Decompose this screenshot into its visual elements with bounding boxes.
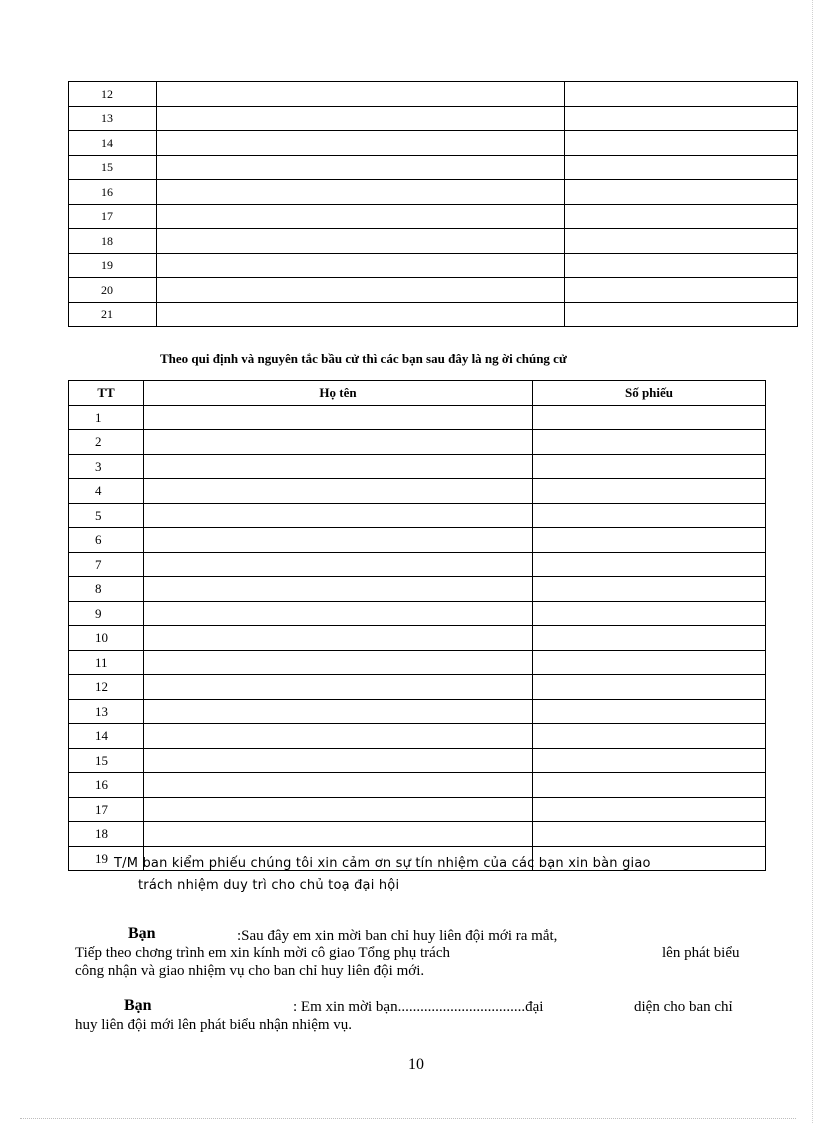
votes-cell — [565, 180, 798, 205]
row-number: 21 — [69, 302, 157, 327]
row-number: 5 — [69, 503, 144, 528]
row-number: 13 — [69, 106, 157, 131]
table-row — [69, 479, 766, 504]
table-row — [69, 699, 766, 724]
table-row — [69, 503, 766, 528]
table-row — [69, 675, 766, 700]
votes-cell — [565, 131, 798, 156]
name-cell — [157, 131, 565, 156]
row-number: 12 — [69, 675, 144, 700]
para1-line1: :Sau đây em xin mời ban chỉ huy liên đội mới ra mắt, — [237, 928, 558, 944]
name-cell — [157, 180, 565, 205]
row-number: 18 — [69, 822, 144, 847]
note-line-1: T/M ban kiểm phiếu chúng tôi xin cảm ơn sự tín nhiệm của các bạn xin bàn giao — [114, 856, 651, 871]
row-number: 12 — [69, 82, 157, 107]
votes-cell — [533, 552, 766, 577]
row-number: 3 — [69, 454, 144, 479]
table-row — [69, 131, 798, 156]
row-number: 16 — [69, 773, 144, 798]
row-number: 15 — [69, 748, 144, 773]
table-caption: Theo qui định và nguyên tắc bầu cử thì các bạn sau đây là ng ời chúng cử — [160, 351, 567, 366]
name-cell — [144, 405, 533, 430]
continued-table — [68, 81, 798, 327]
name-cell — [157, 302, 565, 327]
row-number: 17 — [69, 797, 144, 822]
elected-table — [68, 380, 766, 871]
votes-cell — [565, 253, 798, 278]
page-number: 10 — [408, 1056, 424, 1073]
name-cell — [157, 155, 565, 180]
name-cell — [144, 675, 533, 700]
row-number: 20 — [69, 278, 157, 303]
votes-cell — [533, 479, 766, 504]
para2-line2: huy liên đội mới lên phát biểu nhận nhiệm vụ. — [75, 1017, 353, 1033]
table-row — [69, 405, 766, 430]
votes-cell — [565, 155, 798, 180]
table-row — [69, 278, 798, 303]
votes-cell — [565, 302, 798, 327]
note-line-2: trách nhiệm duy trì cho chủ toạ đại hội — [138, 878, 400, 893]
table-row — [69, 552, 766, 577]
votes-cell — [533, 454, 766, 479]
name-cell — [144, 699, 533, 724]
table-row — [69, 528, 766, 553]
votes-cell — [533, 577, 766, 602]
header-votes: Số phiếu — [533, 381, 766, 406]
name-cell — [144, 454, 533, 479]
votes-cell — [565, 204, 798, 229]
votes-cell — [565, 106, 798, 131]
row-number: 4 — [69, 479, 144, 504]
name-cell — [144, 650, 533, 675]
para1-speaker: Bạn — [128, 925, 156, 942]
row-number: 10 — [69, 626, 144, 651]
table-row — [69, 577, 766, 602]
table-row — [69, 797, 766, 822]
name-cell — [157, 253, 565, 278]
name-cell — [144, 773, 533, 798]
para2-speaker: Bạn — [124, 997, 152, 1014]
votes-cell — [533, 822, 766, 847]
row-number: 19 — [69, 253, 157, 278]
votes-cell — [533, 748, 766, 773]
name-cell — [144, 552, 533, 577]
table-row — [69, 82, 798, 107]
votes-cell — [565, 229, 798, 254]
table-row — [69, 748, 766, 773]
table-row — [69, 430, 766, 455]
name-cell — [157, 278, 565, 303]
table-row — [69, 773, 766, 798]
table-header-row — [69, 381, 766, 406]
row-number: 16 — [69, 180, 157, 205]
votes-cell — [565, 278, 798, 303]
table-row — [69, 454, 766, 479]
votes-cell — [565, 82, 798, 107]
table-row — [69, 155, 798, 180]
votes-cell — [533, 650, 766, 675]
para1-line2a: Tiếp theo chơng trình em xin kính mời cô giao Tổng phụ trách — [75, 945, 450, 961]
name-cell — [144, 748, 533, 773]
row-number: 6 — [69, 528, 144, 553]
votes-cell — [533, 675, 766, 700]
name-cell — [157, 229, 565, 254]
votes-cell — [533, 503, 766, 528]
votes-cell — [533, 773, 766, 798]
right-dotted-border — [812, 0, 814, 1123]
row-number: 18 — [69, 229, 157, 254]
name-cell — [157, 82, 565, 107]
header-name: Họ tên — [144, 381, 533, 406]
name-cell — [144, 528, 533, 553]
row-number: 1 — [69, 405, 144, 430]
para2-line1b: diện cho ban chỉ — [634, 999, 733, 1015]
row-number: 15 — [69, 155, 157, 180]
row-number: 17 — [69, 204, 157, 229]
name-cell — [144, 601, 533, 626]
votes-cell — [533, 430, 766, 455]
row-number: 14 — [69, 724, 144, 749]
name-cell — [157, 204, 565, 229]
table-row — [69, 822, 766, 847]
name-cell — [144, 724, 533, 749]
table-row — [69, 601, 766, 626]
votes-cell — [533, 724, 766, 749]
votes-cell — [533, 528, 766, 553]
votes-cell — [533, 626, 766, 651]
name-cell — [144, 430, 533, 455]
table-row — [69, 626, 766, 651]
name-cell — [144, 479, 533, 504]
table-row — [69, 253, 798, 278]
para1-line3: công nhận và giao nhiệm vụ cho ban chỉ huy liên đội mới. — [75, 963, 425, 979]
name-cell — [157, 106, 565, 131]
table-row — [69, 650, 766, 675]
table-row — [69, 106, 798, 131]
votes-cell — [533, 699, 766, 724]
bottom-dotted-border — [20, 1118, 796, 1120]
row-number: 9 — [69, 601, 144, 626]
name-cell — [144, 797, 533, 822]
row-number: 7 — [69, 552, 144, 577]
votes-cell — [533, 405, 766, 430]
name-cell — [144, 577, 533, 602]
name-cell — [144, 822, 533, 847]
votes-cell — [533, 601, 766, 626]
row-number: 11 — [69, 650, 144, 675]
table-row — [69, 229, 798, 254]
para1-line2b: lên phát biểu — [662, 945, 740, 961]
table-row — [69, 724, 766, 749]
votes-cell — [533, 797, 766, 822]
table-row — [69, 180, 798, 205]
header-tt: TT — [69, 381, 144, 406]
row-number: 19 — [69, 846, 144, 871]
row-number: 2 — [69, 430, 144, 455]
row-number: 8 — [69, 577, 144, 602]
row-number: 14 — [69, 131, 157, 156]
name-cell — [144, 503, 533, 528]
name-cell — [144, 626, 533, 651]
table-row — [69, 204, 798, 229]
para2-line1a: : Em xin mời bạn..................................đại — [293, 999, 544, 1015]
row-number: 13 — [69, 699, 144, 724]
table-row — [69, 302, 798, 327]
